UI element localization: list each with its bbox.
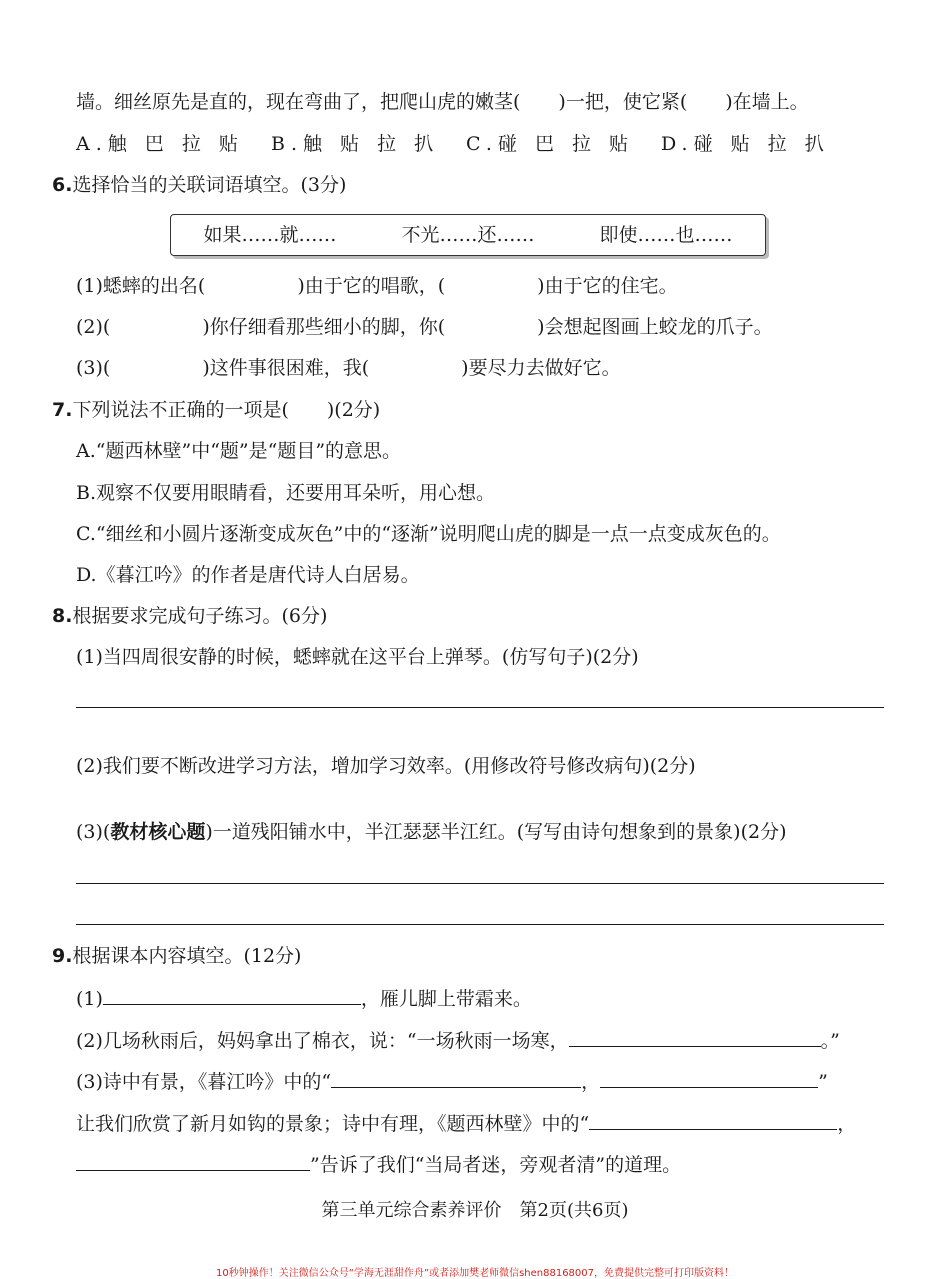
q6-sentence-3 (76, 354, 621, 382)
q9-s2-part-b: 。” (820, 1030, 840, 1052)
page-footer: 第三单元综合素养评价 第2页(共6页) (321, 1200, 629, 1221)
q5-option-c[interactable]: C.碰 巴 拉 贴 (466, 133, 635, 155)
q9-s3-part-a: (3)诗中有景，《暮江吟》中的“ (76, 1071, 332, 1093)
q9-number: 9. (52, 945, 73, 967)
q9-s2-part-a: (2)几场秋雨后，妈妈拿出了棉衣，说：“一场秋雨一场寒， (76, 1030, 569, 1052)
q9-s2-blank[interactable] (569, 1026, 821, 1047)
q6-sentence-1 (76, 272, 678, 300)
q5-option-d[interactable]: D.碰 贴 拉 扒 (661, 133, 830, 155)
q9-sentence-3 (76, 1067, 828, 1096)
q6-s2-part-c: )会想起图画上蛟龙的爪子。 (537, 316, 773, 338)
q9-sentence-3-cont (76, 1109, 856, 1138)
q8-answer-line-3[interactable] (76, 924, 884, 925)
q9-s3-part-f: ”告诉了我们“当局者迷，旁观者清”的道理。 (310, 1154, 682, 1176)
q6-s3-part-b: )这件事很困难，我( (202, 357, 370, 379)
q6-number: 6. (52, 174, 73, 196)
q9-sentence-3-end (76, 1150, 681, 1179)
q6-s1-part-c: )由于它的住宅。 (537, 275, 678, 297)
q8-answer-line-1[interactable] (76, 707, 884, 708)
q5-stem-line: 墙。细丝原先是直的，现在弯曲了，把爬山虎的嫩茎( )一把，使它紧( )在墙上。 (76, 91, 809, 113)
q8-sentence-1: (1)当四周很安静的时候，蟋蟀就在这平台上弹琴。(仿写句子)(2分) (76, 646, 639, 668)
q9-s3-blank-2[interactable] (600, 1067, 818, 1088)
q8-s3-rest: )一道残阳铺水中，半江瑟瑟半江红。(写写由诗句想象到的景象)(2分) (205, 821, 787, 843)
q5-options (76, 130, 856, 158)
q8-sentence-3 (76, 818, 787, 846)
q9-s3-blank-4[interactable] (76, 1150, 310, 1171)
q6-word-box (170, 214, 766, 256)
q8-s3-tag: 教材核心题 (110, 821, 206, 843)
q9-s1-part-b: ，雁儿脚上带霜来。 (360, 988, 532, 1010)
q5-option-a[interactable]: A.触 巴 拉 贴 (76, 133, 244, 155)
q6-word-1[interactable]: 如果……就…… (203, 224, 337, 246)
q7-number: 7. (52, 399, 73, 421)
q6-s2-part-a: (2)( (76, 316, 111, 338)
q6-s3-part-c: )要尽力去做好它。 (461, 357, 621, 379)
q9-heading (52, 942, 301, 970)
q8-title: 根据要求完成句子练习。(6分) (72, 605, 328, 627)
q6-heading (52, 171, 346, 199)
q6-title: 选择恰当的关联词语填空。(3分) (72, 174, 347, 196)
q7-option-c[interactable]: C.“细丝和小圆片逐渐变成灰色”中的“逐渐”说明爬山虎的脚是一点一点变成灰色的。 (76, 523, 781, 545)
q6-s2-part-b: )你仔细看那些细小的脚，你( (202, 316, 446, 338)
q6-s1-part-a: (1)蟋蟀的出名( (76, 275, 206, 297)
q6-s3-part-a: (3)( (76, 357, 111, 379)
q9-s3-blank-3[interactable] (589, 1109, 837, 1130)
q7-option-a[interactable]: A.“题西林壁”中“题”是“题目”的意思。 (76, 440, 402, 462)
q7-title: 下列说法不正确的一项是( )(2分) (72, 399, 381, 421)
q9-s3-part-d: 让我们欣赏了新月如钩的景象；诗中有理，《题西林壁》中的“ (76, 1113, 590, 1135)
q7-option-d[interactable]: D.《暮江吟》的作者是唐代诗人白居易。 (76, 564, 420, 586)
q6-sentence-2 (76, 313, 773, 341)
q9-s1-part-a: (1) (76, 988, 103, 1010)
q9-s3-part-c: ” (818, 1071, 828, 1093)
q9-s3-part-b: ， (581, 1071, 601, 1093)
q9-s3-part-e: ， (837, 1113, 857, 1135)
q9-title: 根据课本内容填空。(12分) (72, 945, 302, 967)
q6-s1-part-b: )由于它的唱歌，( (297, 275, 446, 297)
q8-number: 8. (52, 605, 73, 627)
q8-heading (52, 602, 327, 630)
q7-heading (52, 396, 380, 424)
q9-sentence-1 (76, 984, 532, 1013)
q9-s3-blank-1[interactable] (331, 1067, 581, 1088)
q6-word-2[interactable]: 不光……还…… (401, 224, 535, 246)
q9-s1-blank[interactable] (103, 984, 361, 1005)
q6-word-3[interactable]: 即使……也…… (599, 224, 733, 246)
q5-option-b[interactable]: B.触 贴 拉 扒 (271, 133, 440, 155)
q8-answer-line-2[interactable] (76, 883, 884, 884)
promo-notice: 10秒钟操作！关注微信公众号“学海无涯甜作舟”或者添加樊老师微信shen88168007，免费提供完整可打印版资料！ (215, 1268, 735, 1279)
q8-sentence-2: (2)我们要不断改进学习方法，增加学习效率。(用修改符号修改病句)(2分) (76, 755, 696, 777)
q7-option-b[interactable]: B.观察不仅要用眼睛看，还要用耳朵听，用心想。 (76, 482, 496, 504)
q9-sentence-2 (76, 1026, 840, 1055)
q8-s3-prefix: (3)( (76, 821, 111, 843)
